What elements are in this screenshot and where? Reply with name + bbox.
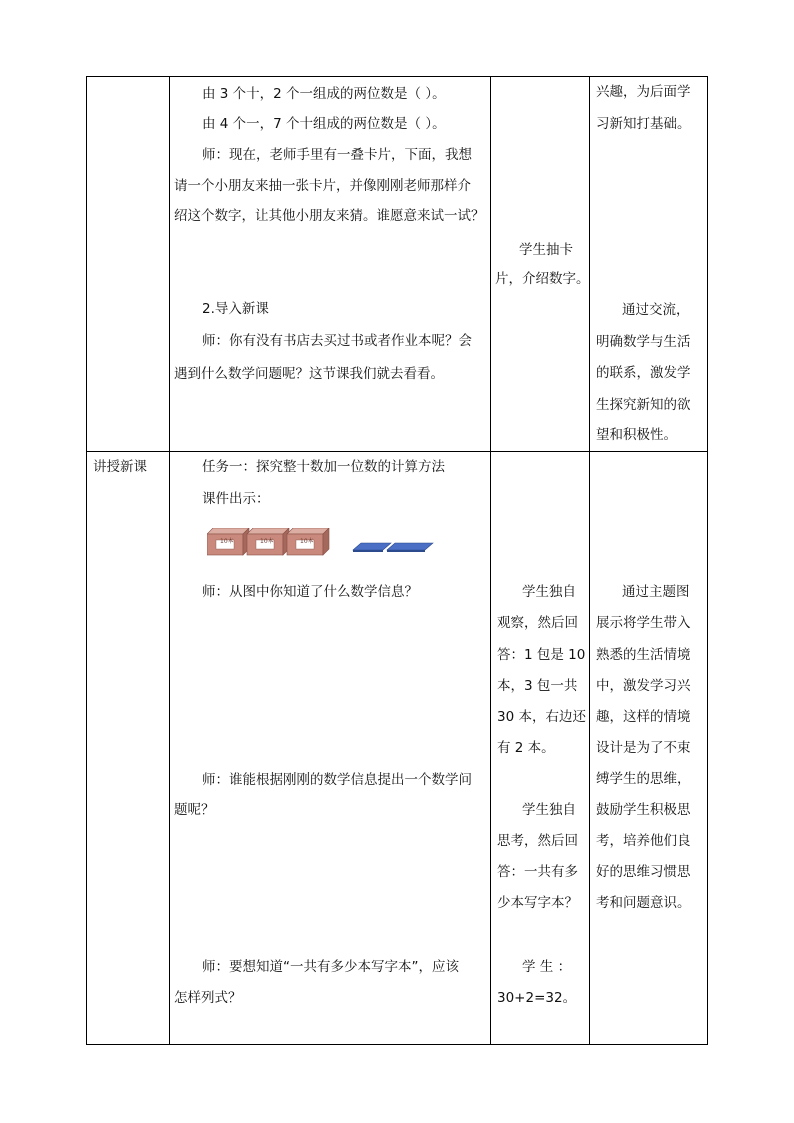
box-label: 10本 — [260, 538, 274, 545]
content-line: 请一个小朋友来抽一张卡片，并像刚刚老师那样介 — [174, 178, 471, 194]
column-divider — [490, 77, 491, 1044]
student-activity-line: 学生独自 — [522, 584, 576, 600]
design-intent-line: 生探究新知的欲 — [596, 397, 691, 413]
student-activity-line: 学生独自 — [522, 802, 576, 818]
content-line: 课件出示： — [202, 491, 270, 507]
student-activity-line: 少本写字本？ — [497, 895, 578, 911]
student-activity-line: 片，介绍数字。 — [495, 271, 590, 287]
content-line: 由 4 个一，7 个十组成的两位数是（ ）。 — [202, 116, 446, 132]
design-intent-line: 通过交流， — [622, 302, 690, 318]
notebook-1 — [353, 543, 391, 552]
student-activity-line: 30+2=32。 — [497, 990, 577, 1006]
design-intent-line: 趣，这样的情境 — [596, 709, 691, 725]
box-label: 10本 — [300, 538, 314, 545]
row-divider — [87, 451, 707, 452]
section-heading: 2.导入新课 — [202, 301, 269, 317]
content-line: 师：你有没有书店去买过书或者作业本呢？会 — [202, 333, 472, 349]
design-intent-line: 设计是为了不束 — [596, 740, 691, 756]
student-activity-line: 观察，然后回 — [497, 615, 578, 631]
book-box-svg — [207, 528, 437, 558]
content-line: 遇到什么数学问题呢？这节课我们就去看看。 — [174, 366, 444, 382]
book-box-illustration — [207, 528, 437, 562]
design-intent-line: 的联系，激发学 — [596, 365, 691, 381]
task-heading: 任务一：探究整十数加一位数的计算方法 — [202, 459, 445, 475]
content-line: 师：从图中你知道了什么数学信息？ — [202, 584, 418, 600]
column-divider — [589, 77, 590, 1044]
design-intent-line: 中，激发学习兴 — [596, 678, 691, 694]
design-intent-line: 好的思维习惯思 — [596, 864, 691, 880]
design-intent-line: 缚学生的思维， — [596, 771, 691, 787]
student-activity-line: 30 本，右边还 — [497, 709, 586, 725]
student-activity-line: 本，3 包一共 — [497, 678, 578, 694]
design-intent-line: 考，培养他们良 — [596, 833, 691, 849]
content-line: 绍这个数字，让其他小朋友来猜。谁愿意来试一试？ — [174, 208, 485, 224]
design-intent-line: 习新知打基础。 — [596, 116, 691, 132]
student-activity-line: 学 生 ： — [522, 959, 572, 975]
content-line: 师：现在，老师手里有一叠卡片，下面，我想 — [202, 147, 472, 163]
student-activity-line: 学生抽卡 — [519, 242, 573, 258]
notebook-2 — [387, 543, 433, 552]
design-intent-line: 考和问题意识。 — [596, 895, 691, 911]
design-intent-line: 兴趣，为后面学 — [596, 84, 691, 100]
design-intent-line: 通过主题图 — [622, 584, 690, 600]
content-line: 题呢？ — [174, 802, 215, 818]
content-line: 由 3 个十，2 个一组成的两位数是（ ）。 — [202, 86, 446, 102]
content-line: 怎样列式？ — [174, 990, 242, 1006]
design-intent-line: 鼓励学生积极思 — [596, 802, 691, 818]
student-activity-line: 答：一共有多 — [497, 864, 578, 880]
design-intent-line: 望和积极性。 — [596, 427, 677, 443]
student-activity-line: 思考，然后回 — [497, 833, 578, 849]
stage-label: 讲授新课 — [93, 459, 147, 475]
design-intent-line: 熟悉的生活情境 — [596, 647, 691, 663]
box-label: 10本 — [220, 538, 234, 545]
column-divider — [169, 77, 170, 1044]
student-activity-line: 有 2 本。 — [497, 740, 555, 756]
content-line: 师：谁能根据刚刚的数学信息提出一个数学问 — [202, 772, 472, 788]
student-activity-line: 答：1 包是 10 — [497, 647, 586, 663]
design-intent-line: 明确数学与生活 — [596, 334, 691, 350]
content-line: 师：要想知道“一共有多少本写字本”，应该 — [202, 959, 459, 975]
design-intent-line: 展示将学生带入 — [596, 615, 691, 631]
